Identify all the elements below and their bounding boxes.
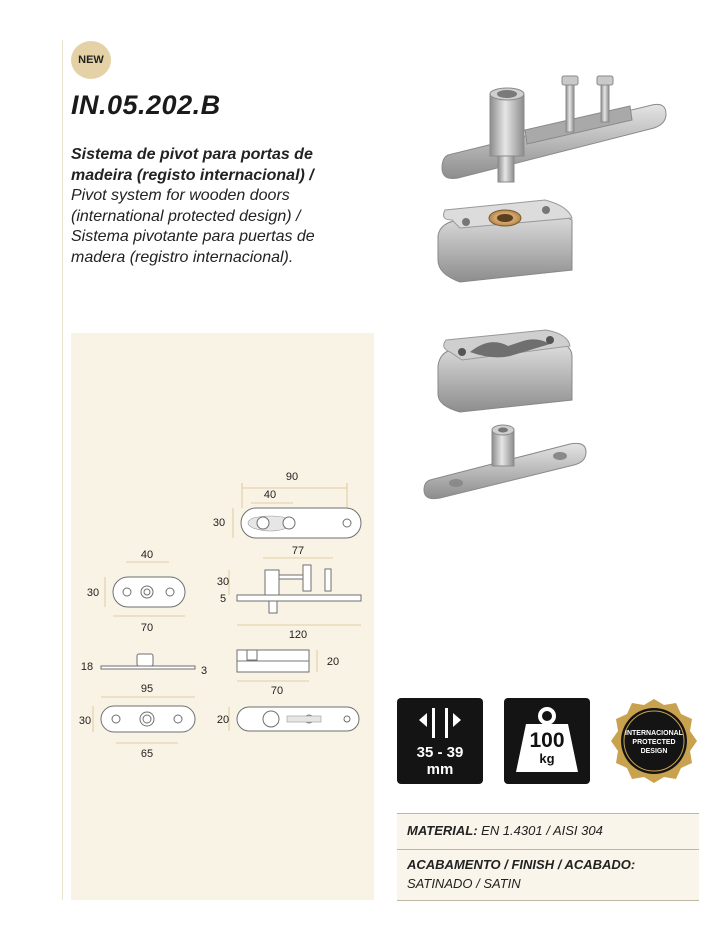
block-bottom-view [217, 707, 359, 731]
description-portuguese: Sistema de pivot para portas de madeira (registo internacional) / [71, 146, 314, 184]
dim-top-hole: 40 [263, 489, 277, 501]
material-label: MATERIAL: [407, 823, 478, 838]
dim-block-bottom-height: 20 [216, 714, 230, 726]
weight-value: 100 [529, 729, 565, 752]
product-code: IN.05.202.B [71, 90, 221, 120]
upper-block-top-view [213, 471, 361, 538]
dim-profile-thickness: 3 [200, 665, 208, 677]
finish-label: ACABAMENTO / FINISH / ACABADO: [407, 857, 636, 872]
page-margin-line [62, 40, 63, 900]
door-thickness-icon [397, 698, 483, 784]
dim-side-total: 120 [288, 629, 308, 641]
seal-line-1: INTERNACIONAL [625, 730, 683, 737]
dim-block-width: 70 [270, 685, 284, 697]
finish-row [397, 850, 699, 900]
photo-bottom-plate [424, 425, 586, 499]
material-row [397, 814, 699, 849]
new-badge-label: NEW [78, 54, 104, 66]
base-profile-view [81, 654, 207, 677]
dim-top-height: 30 [212, 517, 226, 529]
finish-value: SATINADO / SATIN [407, 876, 521, 891]
dim-top-width: 90 [285, 471, 299, 483]
product-description [71, 145, 371, 268]
thickness-range: 35 - 39 [416, 744, 464, 761]
new-badge [71, 41, 111, 79]
thickness-unit: mm [426, 761, 454, 778]
seal-line-2: PROTECTED [632, 739, 676, 746]
pivot-side-view [217, 545, 361, 641]
dim-block-height: 20 [326, 656, 340, 668]
photo-lower-block [438, 330, 572, 412]
dim-profile-height: 18 [80, 661, 94, 673]
base-plate-top-view [79, 683, 195, 760]
technical-drawing [71, 333, 374, 900]
photo-bushing-block [438, 200, 572, 282]
dim-base-height: 30 [78, 715, 92, 727]
protected-design-seal-icon [609, 697, 699, 785]
dim-plate-height: 30 [86, 587, 100, 599]
dim-plate-width: 70 [140, 622, 154, 634]
photo-upper-pivot [442, 76, 666, 182]
product-photos [400, 60, 700, 520]
seal-line-3: DESIGN [640, 748, 668, 755]
dim-base-width: 95 [140, 683, 154, 695]
block-side-view [237, 650, 339, 697]
material-value: EN 1.4301 / AISI 304 [481, 823, 603, 838]
dim-side-height-b: 5 [219, 593, 227, 605]
spec-divider-bottom [397, 900, 699, 901]
max-weight-icon [504, 698, 590, 784]
dim-plate-hole: 40 [140, 549, 154, 561]
dim-side-length: 77 [291, 545, 305, 557]
description-spanish: Sistema pivotante para puertas de madera (registro internacional). [71, 228, 315, 266]
pin-plate-top-view [87, 549, 185, 634]
weight-unit: kg [539, 751, 555, 766]
description-english: Pivot system for wooden doors (international protected design) / [71, 187, 301, 225]
dim-side-height-a: 30 [216, 576, 230, 588]
dim-base-hole-spacing: 65 [140, 748, 154, 760]
